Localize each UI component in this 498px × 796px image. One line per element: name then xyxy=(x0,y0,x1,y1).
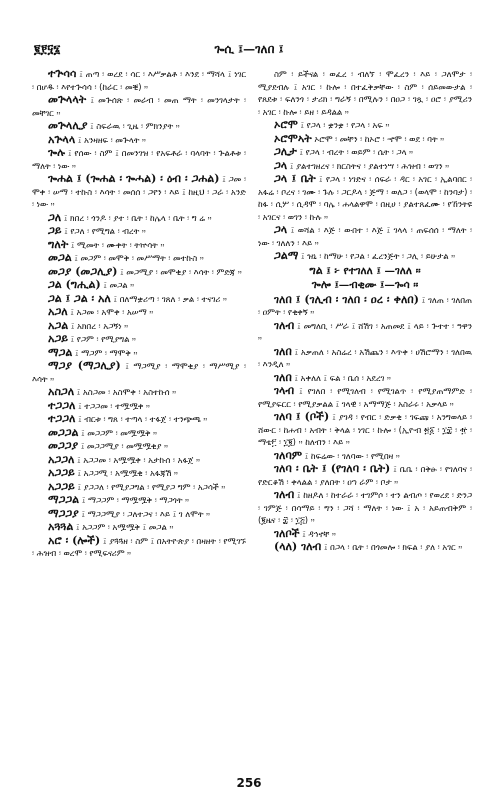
dictionary-entry xyxy=(32,225,246,238)
definition: ፤ ጋመ ፡ ሞቀ ፡ ሠማ ፡ ተኩስ ፡ እሳት ፡ መሰሰ ፡ ጋየን ፡ እይ ፤ ከዚህ ፡ ጋራ ፡ አንድ ፡ ነው ። xyxy=(32,174,246,209)
dictionary-entry xyxy=(258,450,472,463)
dictionary-entry xyxy=(32,120,246,133)
dictionary-entry xyxy=(32,252,246,265)
headword: ጋላ xyxy=(274,158,288,172)
definition: ፤ አስጋመ ፡ አስሞቀ ፡ አስተኩሰ ። xyxy=(74,387,177,397)
dictionary-entry xyxy=(258,541,472,554)
definition: ፤ ጠጣ ፡ ወረደ ፡ ሳር ፡ እሥቃልቶ ፡ እንደ ፡ ማሻላ ፤ ነገር ፡ በሆዱ ፡ እየተጕሳሳ ፡ (ከራር ፡ መቒ) ። xyxy=(32,69,246,92)
headword: ማጋጋል xyxy=(48,493,80,506)
definition: ፤ መጋጋሚያ ፡ መሟሟቂያ ። xyxy=(78,441,169,451)
dictionary-entry xyxy=(258,385,472,410)
definition: ፤ ወሻል ፡ እጅ ፡ ውበተ ፡ እጅ ፤ ገላላ ፡ ጠፍሰሰ ፡ ማለት ፡ ነው ፡ ገለለን ፡ እይ ። xyxy=(258,225,472,248)
headword: አጋጋይ xyxy=(48,466,75,479)
definition: ፤ መጋሚያ ፡ መሞቂያ ፡ እሳት ፡ ምድጃ ። xyxy=(117,266,242,277)
headword: ጐሎ xyxy=(311,278,331,291)
headword: ገለብ xyxy=(274,488,295,501)
right-column xyxy=(258,68,472,768)
dictionary-entry xyxy=(32,173,246,211)
headword: ማጋያ (ማጋሊያ) xyxy=(48,359,121,372)
dictionary-entry xyxy=(32,293,246,306)
dictionary-entry xyxy=(258,411,472,449)
definition: ፤ ያገዳ ፡ የብር ፡ ድቃቂ ፡ ገፍጩ ፡ አንግወላይ ፡ ሸውር ፡ ከሐብ ፡ አብት ፡ ቅላል ፡ ነገር ፡ ኩሎ ፡ (ኢዮብ ፳፩ ፡ ፲፰ ፡ ፹ ፡ ማቴ፫ ፡ ፲፪) ። ከለብን ፡ እይ ። xyxy=(258,412,472,447)
headword: ጋልማ xyxy=(274,249,299,262)
headword: ጋል (ግሒል) xyxy=(48,278,101,291)
headword: ገለበ xyxy=(274,344,292,358)
headword: ግለት xyxy=(48,237,69,251)
page-header xyxy=(28,40,470,60)
headword: ጋለ xyxy=(48,210,62,224)
dictionary-entry xyxy=(32,320,246,333)
dictionary-entry xyxy=(32,94,246,119)
definition: ፤ አንዛዘፍ ፡ መጕላት ። xyxy=(75,134,146,145)
headword: አጋጋይ xyxy=(48,479,75,493)
definition: ኦሮሞ ፡ መቸን ፡ ከኦሮ ፡ ኆሞ ፡ ወደ ፡ ባት ። xyxy=(311,133,445,144)
left-column xyxy=(32,68,246,768)
headword: ገለባ ፤ (ቦች) xyxy=(274,410,330,423)
definition: ፤ ከዘዶለ ፡ ከተራራ ፡ ተገምሶ ፡ ተን ልብጦ ፡ የወረደ ፡ ድንጋ ፡ ገምጅ ፡ በሳማይ ፡ ግን ፡ ጋሻ ፡ ማለት ፡ ነው ፤ አ ፡ አይጠብቅም ፡ (፪ዜና ፡ ፰ ፡ ፲፭) ። xyxy=(258,490,472,525)
definition: ፤ በጋላ ፡ ቤት ፡ በጎመሎ ፡ ክፍል ፡ ያለ ፡ አገር ። xyxy=(321,542,463,552)
definition: ፤ አቃጠለ ፡ አስሬረ ፡ አሽጨን ፡ እጥቀ ፡ ሀሽሮማን ፡ ገለበዉ ፡ እንዲለ ። xyxy=(258,346,472,369)
dictionary-entry xyxy=(258,489,472,527)
definition: ፤ አቀለለ ፤ ፍል ፡ ቤሰ ፡ አደረገ ። xyxy=(291,372,391,383)
definition: ፤ ፦ የተገለለ ፤ —ገለለ ። xyxy=(322,264,421,277)
definition: ፤ የጋላ ፡ ብረት ፡ ወይም ፡ ሴት ፡ ጋላ ። xyxy=(296,147,414,157)
definition: ፤ አጋጋሚ ፡ አሟሟቂ ፡ አፋጃሽ ። xyxy=(74,468,178,478)
dictionary-entry xyxy=(32,212,246,225)
headword: መጋል xyxy=(48,251,72,264)
definition: ፤ መጋል ። xyxy=(100,280,135,290)
dictionary-body xyxy=(32,68,472,768)
dictionary-entry xyxy=(258,119,472,132)
dictionary-entry xyxy=(258,346,472,371)
definition: ፤ የጋለ ፡ የሚግል ፡ ብረት ። xyxy=(61,226,146,236)
definition: ፤ ተጋጋመ ፡ ተሟሟቀ ። xyxy=(75,400,150,411)
dictionary-entry xyxy=(32,508,246,521)
definition: ፤ የገለበ ፡ የሚገለብ ፡ የሚገልጥ ፡ የሚያጠማምድ ፡ የሚያፍርር ፡ የሚያቃልል ፤ ገላዊ ፡ አማማጅ ፡ አስራሩ ፡ አቃላይ ። xyxy=(258,386,472,409)
definition: ፤ መጋጋም ፡ መሟሟቅ ። xyxy=(78,427,158,438)
definition: ፤ አክበረ ፡ አጋኝነ ። xyxy=(68,320,129,331)
definition: ፤ ማጋጋም ፡ ማሟሟቅ ፡ ማጋጎት ። xyxy=(79,495,190,505)
definition: ፤ መግለቢ ፡ ሥራ ፤ ሸሽገ ፡ አጠመደ ፤ ላይ ፡ ጕተተ ፡ ዓዋን ። xyxy=(258,320,472,343)
headword: ገለባ ፡ ቤት ፤ (የገለባ ፡ ቤት) xyxy=(274,462,391,475)
dictionary-entry xyxy=(258,250,472,263)
headword: ገላብ xyxy=(274,384,295,397)
headword: አጓጓል xyxy=(48,520,74,533)
dictionary-entry xyxy=(32,427,246,440)
dictionary-entry xyxy=(32,454,246,467)
dictionary-entry xyxy=(32,134,246,147)
definition: ፤ የጋላ ፡ ነገድና ፡ ሰፍራ ፡ ዳር ፡ አገር ፡ ኢልባበር ፡ አፋሬ ፡ ቦረና ፡ ገሙ ፡ ጉሉ ፡ ጋርዶላ ፡ ጅማ ፡ ወለጋ ፡ (ወላሞ ፡ ከንባታ) ፡ ከፋ ፡ ሲሦ ፡ ሲዳሞ ፡ ባሌ ፡ ሐላልዋሞ ፡ በዚሀ ፡ ያልተጸፈሙ ፡ የኸንትዩ ፡ አገርና ፡ ወገን ፡ ኩሉ ። xyxy=(258,174,472,222)
dictionary-entry xyxy=(258,68,472,118)
headword: ጐሐል ፤ (ጐሐል ፡ ጐሓል) ፡ ዕብ ፡ ጋሐል) xyxy=(48,172,220,185)
page-number: 256 xyxy=(236,776,262,790)
headword: አስጋለ xyxy=(48,385,75,398)
dictionary-entry xyxy=(258,294,472,319)
headword: አጋይ xyxy=(48,332,68,345)
headword: ጋላ ፤ ቤት xyxy=(274,172,316,185)
dictionary-entry xyxy=(258,160,472,173)
headword: ግል xyxy=(309,263,323,277)
definition: ፤ ከፍሬው ፡ ገለባው ፡ የሚበዛ ። xyxy=(302,450,400,461)
dictionary-entry xyxy=(32,413,246,426)
dictionary-entry xyxy=(32,386,246,399)
dictionary-entry xyxy=(258,320,472,345)
definition: ፤ የጋም ፡ የሚያግል ። xyxy=(68,334,136,344)
definition: ፤ ያጓጓዘ ፡ ስም ፤ በአትዮጵያ ፡ በዛዘት ፡ የሚገኙ ፡ ሕዝብ ፡ ወረሞ ፡ የሚፍናሪም ። xyxy=(32,535,246,558)
definition: ፤ ሚመት ፡ ሙቀት ፡ ትኵሳት ። xyxy=(68,239,165,250)
definition: ፤ የሰው ፡ ስም ፤ በመንገዝ ፡ የአፍቶራ ፡ ባላባት ፡ ጕልቶቱ ፡ ማለት ፡ ነው ። xyxy=(32,148,246,171)
headword: መጕላላት xyxy=(48,93,87,106)
headword: መጋጋል xyxy=(48,425,79,439)
dictionary-entry xyxy=(258,463,472,488)
headword: አጕላላ xyxy=(48,132,76,146)
dictionary-entry xyxy=(32,147,246,172)
dictionary-entry xyxy=(258,265,472,278)
headword: ጋሊታ xyxy=(274,145,297,158)
headword: ተጋጋለ xyxy=(48,398,76,412)
headword: ማጋጋያ xyxy=(48,506,79,520)
headword: ገለቦች xyxy=(274,526,300,540)
definition: ፤ መጕሰጽ ፡ መራብ ፡ መጠ ማት ፡ መንገላታት ፡ መቸገር ። xyxy=(32,95,246,118)
headword: ገለብ xyxy=(274,318,295,332)
headword: ተጕሳሳ xyxy=(48,67,77,80)
definition: ፤ ክበረ ፡ ጎንዶ ፡ ያተ ፡ ቤት ፡ ከሌላ ፡ ቤት ፡ ግ ሬ ። xyxy=(61,212,212,223)
headword: ገለባም xyxy=(274,448,303,462)
dictionary-entry xyxy=(258,279,472,292)
dictionary-entry xyxy=(258,133,472,146)
definition: ፤ ማጋሚያ ፡ ማሞቂያ ፡ ማሥሚያ ፡ እሳት ። xyxy=(32,361,247,384)
headword: ገለበ xyxy=(274,370,292,384)
dictionary-entry xyxy=(258,372,472,385)
dictionary-entry xyxy=(32,467,246,480)
definition: ፤ ብርቱ ፡ ግጸ ፡ ተጣላ ፡ ተፋጀ ፡ ተንጭጫ ። xyxy=(75,414,208,424)
dictionary-entry xyxy=(32,333,246,346)
definition: ፤ ያጋጋለ ፡ የሚያጋግል ፡ የሚያጋ ግም ፡ አጋሳች ። xyxy=(74,481,226,492)
headword: መጋያ (መጋሊያ) xyxy=(48,264,118,278)
definition: ፤ በለማቋሪጣ ፡ ገጸለ ፡ ቃል ፡ ተናገሪ ። xyxy=(110,293,227,304)
dictionary-entry xyxy=(32,400,246,413)
dictionary-entry xyxy=(258,528,472,541)
page-number-geez: ፪፻፶፮ xyxy=(34,42,61,56)
dictionary-entry xyxy=(32,521,246,534)
dictionary-entry xyxy=(32,239,246,252)
dictionary-entry xyxy=(258,224,472,249)
definition: ስም ፡ ይችናል ፡ ወፈረ ፡ ብለኘ ፡ ሞፈረን ፡ እይ ፡ ጋለሞታ ፡ ሚያደብሉ ፤ አገር ፡ ኩሎ ፡ በተፈቅቃቸው ፡ ስም ፡ ሰይመውታል ፡ የጸደቱ ፡ ፍለንጎ ፡ ታሪክ ፡ ግራኝ ፡ በሚሉን ፡ በዐጋ ፡ ገጿ ፡ ዐሮ ፡ ያሚሪን ፡ አገር ፡ ኩሎ ፡ ይዘ ፡ ይዳልል ። xyxy=(258,69,472,117)
dictionary-entry xyxy=(32,266,246,279)
dictionary-entry xyxy=(32,535,246,560)
definition: ፤ ማጋጋሚያ ፡ ጋለተጋና ፡ እይ ፤ ገ ለሞት ። xyxy=(78,508,211,519)
dictionary-entry xyxy=(258,173,472,223)
dictionary-entry xyxy=(32,306,246,319)
dictionary-entry xyxy=(32,360,246,385)
definition: ፤ ስፍራዉ ፡ ጊዜ ፡ ምክንያት ። xyxy=(87,121,180,131)
definition: ፤ አጋጋም ፡ አሟሟቅ ፤ መጋል ። xyxy=(73,522,174,532)
headword: አጋለ xyxy=(48,305,68,318)
definition: ፤ ዝኒ ፡ ከማሁ ፡ የጋል ፡ ፈረንጅት ፡ ጋሊ ፡ ይሁታል ። xyxy=(298,251,456,261)
headword: ተጋጋለ xyxy=(48,412,76,425)
definition: ፤ ገለጠ ፡ ገለበጠ ፡ ዐምት ፡ የቂቀኝ ። xyxy=(258,294,472,317)
definition: ፤ መጋም ፡ መሞቅ ፡ መሥማት ፡ መተኩስ ። xyxy=(71,253,204,263)
headword: ማጋል xyxy=(48,345,73,359)
dictionary-entry xyxy=(258,146,472,159)
headword: ጐሉ xyxy=(48,146,65,159)
definition: ፤ ዳኅኖቸ ። xyxy=(299,528,336,539)
definition: ፤ አጋመ ፡ አሞቀ ፡ አሠማ ። xyxy=(67,307,154,317)
headword: ኦሮሞኣት xyxy=(274,131,312,145)
dictionary-entry xyxy=(32,440,246,453)
dictionary-entry xyxy=(32,68,246,93)
definition: ፤—ብቂሙ ፤—ጐሳ ። xyxy=(330,279,419,291)
headword: አጋጋለ xyxy=(48,452,75,466)
dictionary-entry xyxy=(32,279,246,292)
dictionary-entry xyxy=(32,347,246,360)
headword: መጕላሊያ xyxy=(48,119,88,132)
definition: ፤ ቤቤ ፡ በቅፁ ፡ የገለባና ፡ የድርቆሽ ፡ ቀላልል ፡ ያለበት ፡ ዐኀ ራም ፡ ቦታ ። xyxy=(258,464,473,487)
definition: ፤ ያልተገዘረና ፡ ክርስትና ፡ ያልተነሣ ፡ ሕዝብ ፡ ወገን ። xyxy=(287,160,450,171)
definition: ፤ የጋላ ፡ ቋንቋ ፡ የጋላ ፡ አፍ ። xyxy=(297,120,390,130)
dictionary-entry xyxy=(32,494,246,507)
headword: ጋይ xyxy=(48,224,62,237)
headword: ጋላ xyxy=(274,223,288,236)
running-head: ጐሲ ፤—ገለበ ፤ xyxy=(214,42,284,56)
headword: ኦሮሞ xyxy=(274,118,298,131)
headword: አሮ ፡ (ሎች) xyxy=(48,533,101,547)
dictionary-entry xyxy=(32,481,246,494)
definition: ፤ ማጋም ፡ ማሞቅ ። xyxy=(72,347,138,358)
headword: (ላለ) ገለብ xyxy=(274,540,322,553)
headword: አጋል xyxy=(48,318,69,332)
headword: ገለበ ፤ (ገሊብ ፡ ገለበ ፡ ዐረ ፡ ቀለበ) xyxy=(274,292,419,306)
headword: ጋል ፤ ጋል ፡ አለ xyxy=(48,291,111,305)
headword: መጋጋያ xyxy=(48,439,79,452)
definition: ፤ አጋጋመ ፡ አሟሟቀ ፡ አታኩሰ ፡ አፋጀ ። xyxy=(74,454,201,465)
